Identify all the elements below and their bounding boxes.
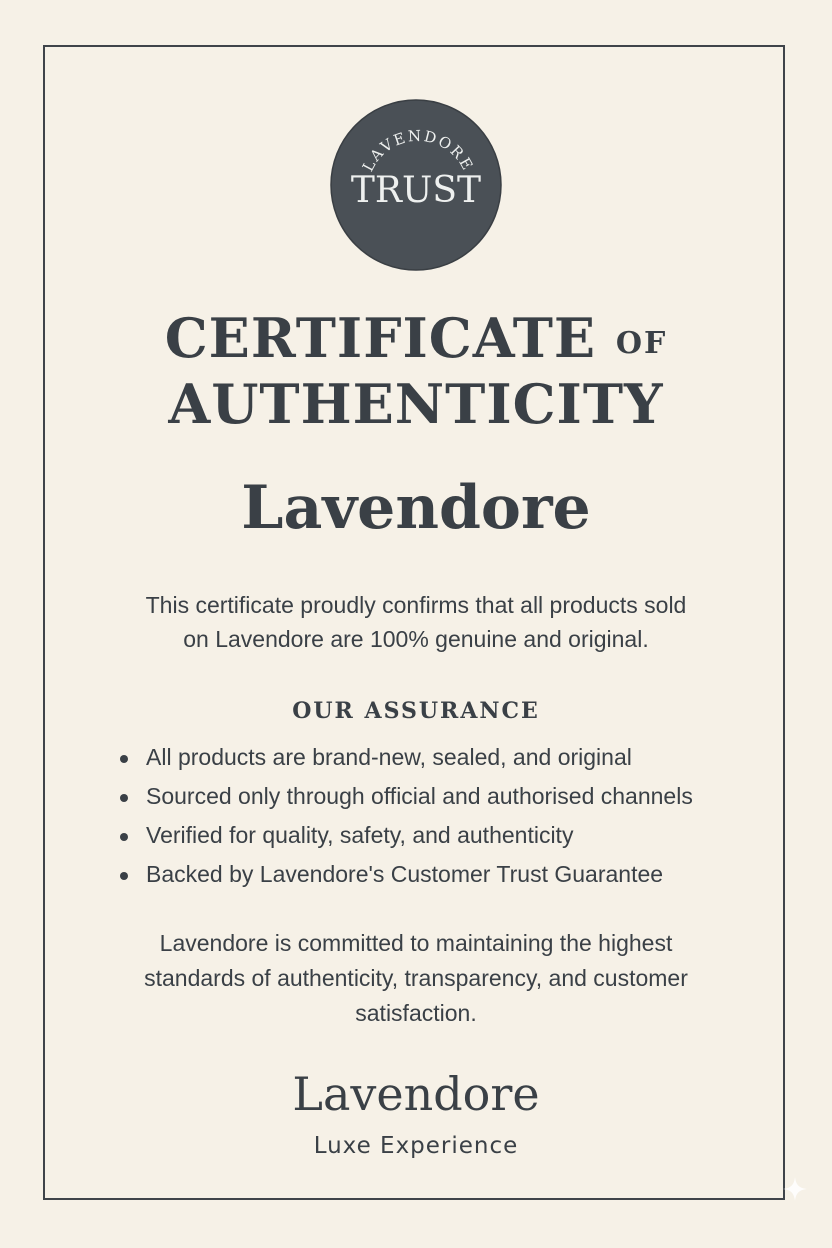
assurance-item: Backed by Lavendore's Customer Trust Guarantee — [118, 855, 798, 894]
seal-center-text: TRUST — [350, 170, 482, 211]
trust-seal-icon — [330, 99, 502, 271]
assurance-item: All products are brand-new, sealed, and original — [118, 738, 798, 777]
assurance-item: Verified for quality, safety, and authenticity — [118, 816, 798, 855]
intro-line-2: on Lavendore are 100% genuine and original. — [183, 626, 649, 652]
closing-line-2: standards of authenticity, transparency, and customer — [144, 965, 688, 991]
footer-tagline: Luxe Experience — [313, 1133, 519, 1159]
seal-arc-text: LAVENDORE — [358, 126, 478, 175]
assurance-heading: OUR ASSURANCE — [292, 698, 540, 724]
sparkle-icon — [782, 1176, 808, 1202]
certificate-title-line2: AUTHENTICITY — [168, 372, 664, 436]
brand-name: Lavendore — [241, 473, 591, 543]
closing-line-1: Lavendore is committed to maintaining the highest — [159, 930, 673, 956]
title-word-of: OF — [615, 326, 668, 361]
certificate-title-line1 — [0, 308, 832, 374]
assurance-list — [118, 738, 798, 894]
footer-brand: Lavendore — [292, 1067, 540, 1121]
assurance-item: Sourced only through official and authorised channels — [118, 777, 798, 816]
intro-line-1: This certificate proudly confirms that all products sold — [145, 592, 687, 618]
closing-line-3: satisfaction. — [355, 1000, 477, 1026]
title-word-certificate: CERTIFICATE — [164, 306, 597, 370]
closing-statement — [100, 926, 732, 1031]
intro-text — [100, 588, 732, 656]
